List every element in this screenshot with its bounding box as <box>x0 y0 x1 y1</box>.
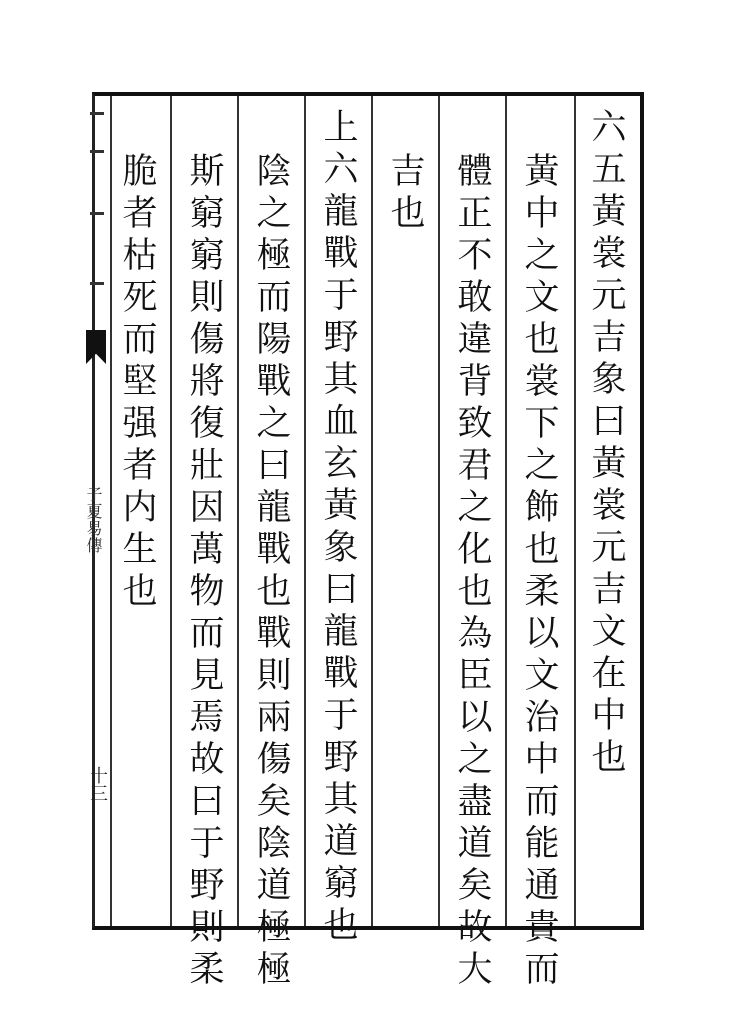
column-rule <box>438 96 440 926</box>
column-rule <box>170 96 172 926</box>
column-rule <box>237 96 239 926</box>
text-column-5: 上六龍戰于野其血玄黃象曰龍戰于野其道窮也 <box>318 108 358 948</box>
text-column-6: 陰之極而陽戰之曰龍戰也戰則兩傷矣陰道極極 <box>251 152 291 992</box>
text-column-1: 六五黃裳元吉象曰黃裳元吉文在中也 <box>586 108 626 780</box>
text-column-2: 黃中之文也裳下之飾也柔以文治中而能通貴而 <box>519 152 559 992</box>
page-frame <box>92 92 644 948</box>
column-rule <box>110 96 112 926</box>
gutter-mark <box>90 212 104 215</box>
gutter-mark <box>90 282 104 285</box>
gutter-title: 子夏易傳 <box>84 486 103 554</box>
text-column-8: 脆者枯死而堅强者内生也 <box>117 152 157 614</box>
column-rule <box>371 96 373 926</box>
gutter-mark <box>90 150 104 153</box>
text-column-7: 斯窮窮則傷將復壯因萬物而見焉故曰于野則柔 <box>184 152 224 992</box>
text-column-3: 體正不敢違背致君之化也為臣以之盡道矣故大 <box>452 152 492 992</box>
gutter-mark <box>90 112 104 115</box>
column-rule <box>304 96 306 926</box>
page-number: 十三 <box>87 766 108 802</box>
column-rule <box>505 96 507 926</box>
text-column-4: 吉也 <box>385 152 425 236</box>
column-rule <box>574 96 576 926</box>
